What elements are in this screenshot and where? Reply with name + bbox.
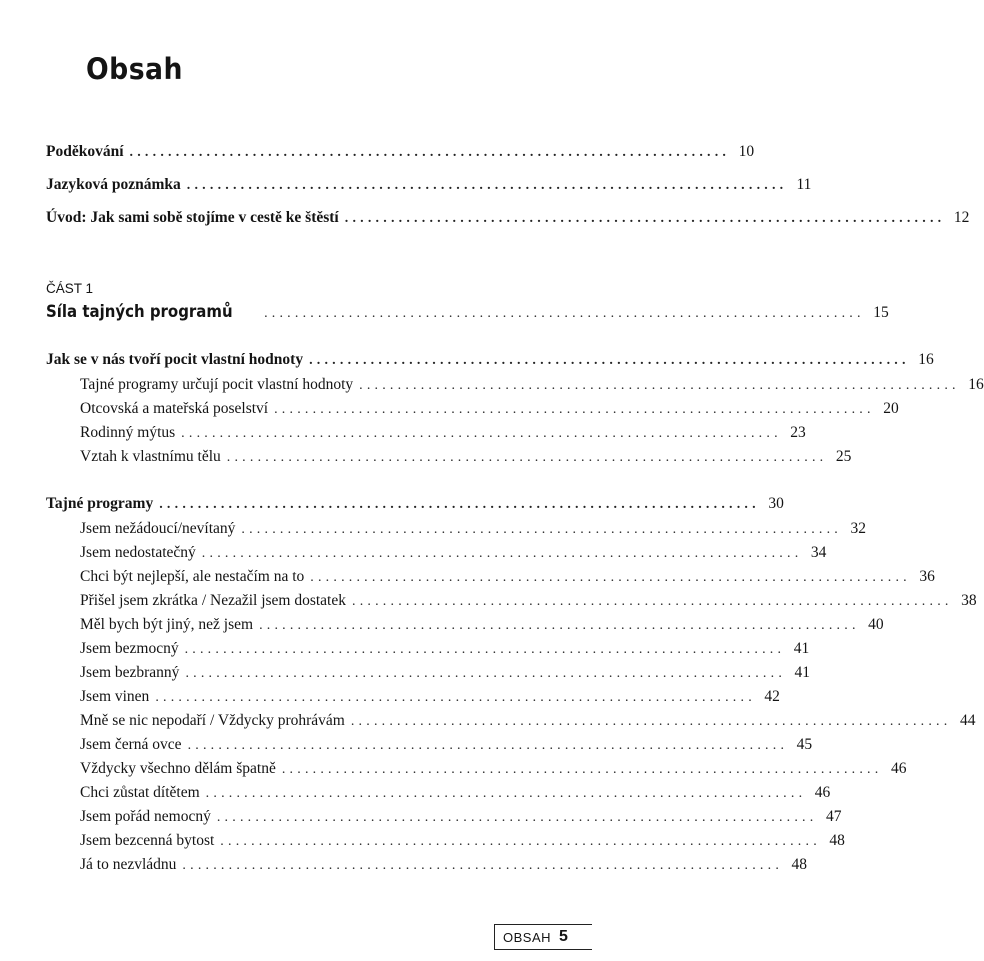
dot-leader: .............................................................................. [184,642,786,657]
dot-leader: .............................................................................. [185,666,787,681]
dot-leader: .............................................................................. [186,178,788,193]
dot-leader: .............................................................................. [309,353,910,368]
dot-leader: .............................................................................. [310,570,911,585]
toc-entry-label: Jak se v nás tvoří pocit vlastní hodnoty [46,351,304,368]
dot-leader: .............................................................................. [201,546,803,561]
toc-entry-page: 48 [791,856,808,873]
toc-entry-page: 16 [968,376,984,393]
toc-entry[interactable] [80,399,899,420]
toc-entry[interactable] [80,591,977,612]
toc-entry-page: 41 [794,664,811,681]
toc-entry-page: 46 [814,784,831,801]
toc-entry[interactable] [80,639,810,660]
toc-entry-page: 44 [959,712,976,729]
toc-entry-label: Vždycky všechno dělám špatně [80,760,276,777]
dot-leader: .............................................................................. [216,810,818,825]
toc-entry-label: Jsem pořád nemocný [80,808,211,825]
toc-entry[interactable] [80,831,845,852]
footer-page-number: 5 [559,928,568,945]
toc-entry-label: Poděkování [46,143,124,160]
toc-entry-page: 11 [796,176,812,193]
dot-leader: .............................................................................. [205,786,807,801]
toc-entry-label: Jsem bezmocný [80,640,179,657]
dot-leader: .............................................................................. [155,690,756,705]
toc-section-heading[interactable] [46,350,934,371]
toc-entry-label: Jsem nedostatečný [80,544,196,561]
toc-entry-label: Jsem bezcenná bytost [80,832,215,849]
toc-entry-label: Chci zůstat dítětem [80,784,200,801]
toc-entry-label: Měl bych být jiný, než jsem [80,616,254,633]
toc-entry-page: 48 [829,832,845,849]
toc-entry-label: Přišel jsem zkrátka / Nezažil jsem dostatek [80,592,346,609]
toc-entry-page: 34 [810,544,827,561]
dot-leader: .............................................................................. [226,450,828,465]
dot-leader: .............................................................................. [281,762,883,777]
toc-entry[interactable] [80,783,831,804]
toc-entry-page: 10 [738,143,755,160]
footer-label: OBSAH [503,929,552,945]
toc-entry[interactable] [80,447,852,468]
toc-entry[interactable] [80,807,842,828]
dot-leader: .............................................................................. [159,497,760,512]
toc-entry[interactable] [80,687,780,708]
toc-part-title[interactable] [46,302,889,324]
dot-leader: .............................................................................. [352,594,953,609]
toc-entry-page: 40 [868,616,884,633]
dot-leader: .............................................................................. [350,714,952,729]
toc-entry-label: Tajné programy určují pocit vlastní hodnoty [80,376,354,393]
dot-leader: .............................................................................. [359,378,960,393]
toc-entry-page: 23 [790,424,806,441]
toc-section-heading[interactable] [46,494,784,515]
dot-leader: .............................................................................. [264,306,865,321]
page-footer [494,924,592,950]
toc-entry-page: 20 [883,400,899,417]
toc-entry[interactable] [80,375,984,396]
toc-entry-label: Mně se nic nepodaří / Vždycky prohrávám [80,712,345,729]
toc-entry-label: Jsem vinen [80,688,150,705]
toc-entry-label: Otcovská a mateřská poselství [80,400,269,417]
toc-entry-label: Jsem bezbranný [80,664,180,681]
toc-entry-label: Jsem nežádoucí/nevítaný [80,520,236,537]
dot-leader: .............................................................................. [241,522,842,537]
page-title: Obsah [86,52,183,86]
dot-leader: .............................................................................. [187,738,789,753]
dot-leader: .............................................................................. [182,858,784,873]
toc-entry[interactable] [80,663,811,684]
toc-entry-label: Úvod: Jak sami sobě stojíme v cestě ke štěstí [46,209,339,226]
toc-entry[interactable] [80,543,827,564]
toc-entry-page: 47 [825,808,842,825]
toc-entry[interactable] [80,735,813,756]
toc-entry-page: 42 [764,688,780,705]
toc-entry-label: Já to nezvládnu [80,856,177,873]
toc-entry-page: 16 [918,351,934,368]
toc-entry-jazykova-poznamka[interactable] [46,175,812,196]
dot-leader: .............................................................................. [344,211,946,226]
toc-entry-label: Síla tajných programů [46,302,233,322]
toc-entry-page: 46 [890,760,907,777]
toc-entry[interactable] [80,615,884,636]
toc-entry-label: Rodinný mýtus [80,424,176,441]
toc-entry-page: 36 [919,568,935,585]
toc-entry-page: 25 [835,448,852,465]
toc-entry-uvod[interactable] [46,208,970,229]
toc-entry[interactable] [80,519,866,540]
toc-entry-label: Jazyková poznámka [46,176,181,193]
toc-entry-page: 45 [796,736,813,753]
toc-entry-page: 15 [873,304,889,321]
toc-entry[interactable] [80,759,907,780]
dot-leader: .............................................................................. [181,426,782,441]
toc-entry-page: 32 [850,520,866,537]
toc-entry[interactable] [80,855,808,876]
toc-entry[interactable] [80,711,976,732]
dot-leader: .............................................................................. [220,834,821,849]
dot-leader: .............................................................................. [129,145,731,160]
toc-entry-label: Chci být nejlepší, ale nestačím na to [80,568,305,585]
toc-entry-page: 38 [961,592,977,609]
dot-leader: .............................................................................. [259,618,860,633]
toc-entry-label: Tajné programy [46,495,154,512]
toc-entry-label: Jsem černá ovce [80,736,182,753]
toc-entry[interactable] [80,423,806,444]
dot-leader: .............................................................................. [274,402,875,417]
toc-entry-podekovani[interactable] [46,142,755,163]
toc-entry[interactable] [80,567,935,588]
part-label: ČÁST 1 [46,281,94,296]
toc-entry-page: 30 [768,495,784,512]
toc-entry-page: 12 [953,209,970,226]
toc-entry-label: Vztah k vlastnímu tělu [80,448,221,465]
toc-entry-page: 41 [793,640,810,657]
